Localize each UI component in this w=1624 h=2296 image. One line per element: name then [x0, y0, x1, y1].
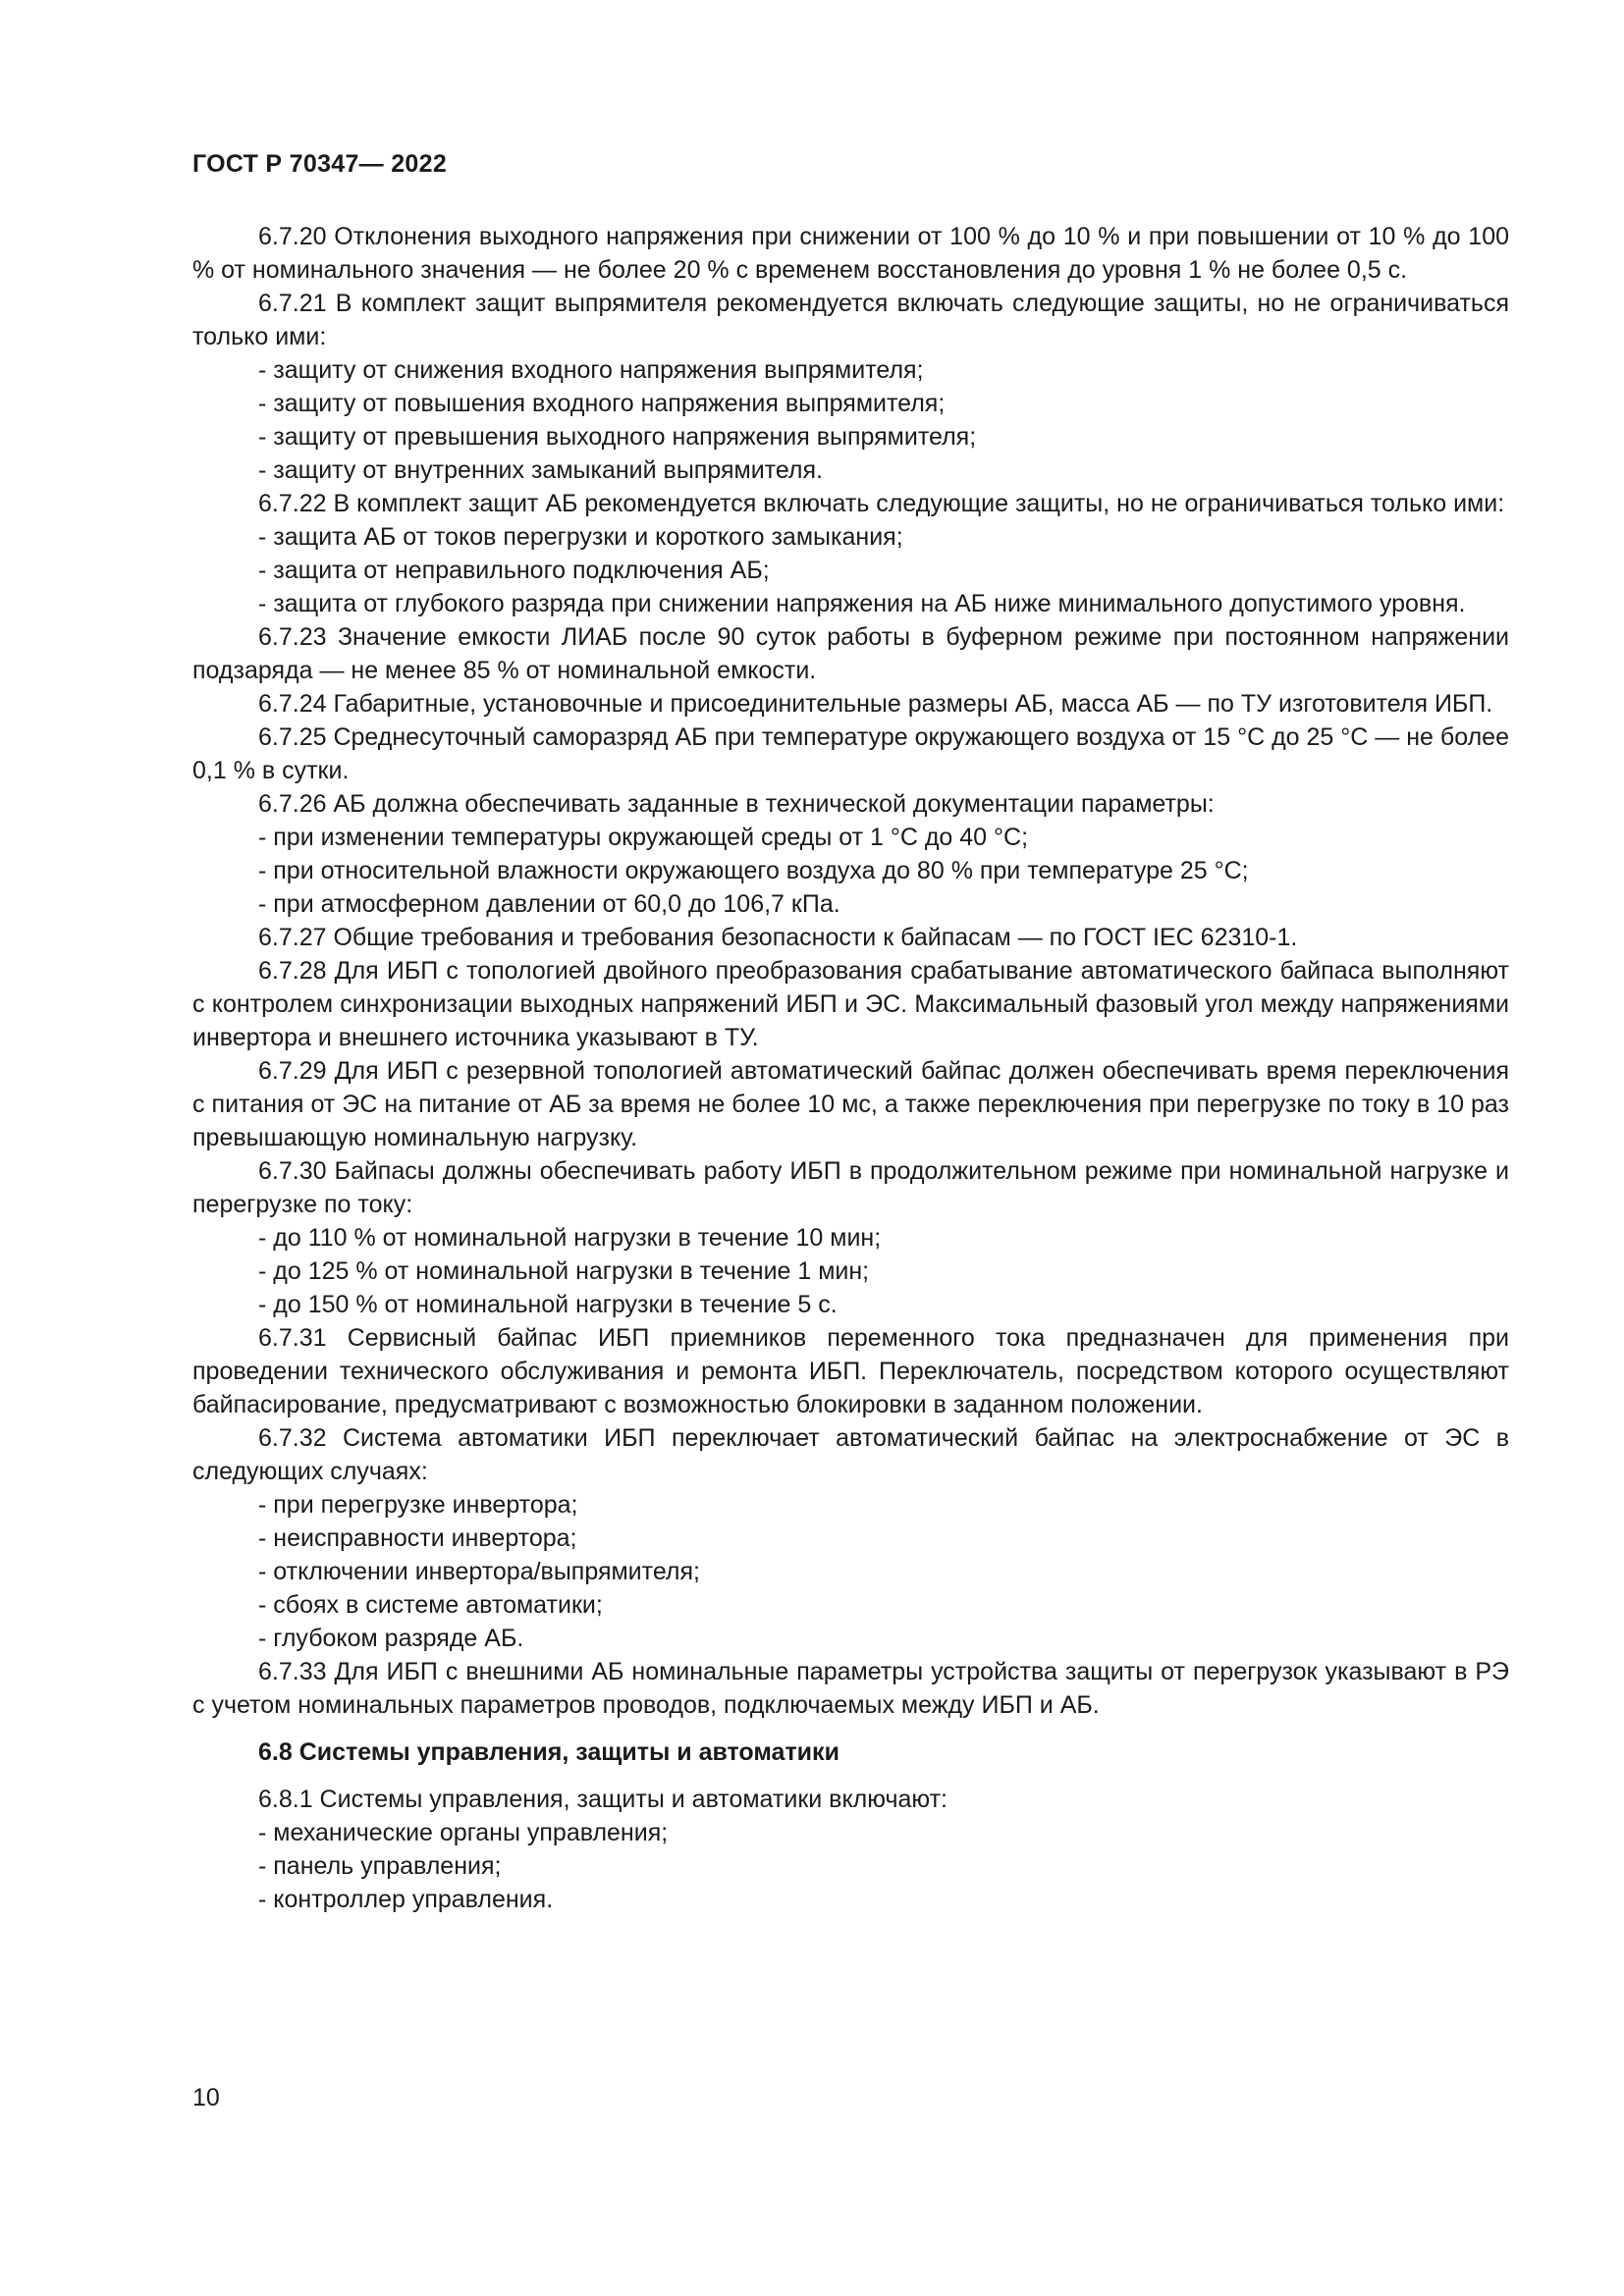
document-body — [192, 220, 1509, 1916]
page-number: 10 — [192, 2084, 220, 2111]
clause-6-7-29: 6.7.29 Для ИБП с резервной топологией автоматический байпас должен обеспечивать время переключения с питания от ЭС на питание от АБ за время не более 10 мс, а также переключения при перегрузке по току в 10 раз превышающую номинальную нагрузку. — [192, 1057, 1509, 1151]
clause-6-7-33: 6.7.33 Для ИБП с внешними АБ номинальные параметры устройства защиты от перегрузок указывают в РЭ с учетом номинальных параметров проводов, подключаемых между ИБП и АБ. — [192, 1658, 1509, 1719]
list-item: - защиту от внутренних замыканий выпрямителя. — [258, 456, 823, 484]
clause-6-7-32: 6.7.32 Система автоматики ИБП переключает автоматический байпас на электроснабжение от ЭС в следующих случаях: — [192, 1424, 1509, 1485]
list-item: - при изменении температуры окружающей среды от 1 °С до 40 °С; — [258, 824, 1029, 851]
clause-6-7-21: 6.7.21 В комплект защит выпрямителя рекомендуется включать следующие защиты, но не ограничиваться только ими: — [192, 290, 1509, 350]
list-item: - отключении инвертора/выпрямителя; — [258, 1558, 700, 1585]
list-item: - панель управления; — [258, 1852, 502, 1880]
clause-6-7-22: 6.7.22 В комплект защит АБ рекомендуется включать следующие защиты, но не ограничиваться только ими: — [258, 490, 1505, 517]
list-item: - защита от неправильного подключения АБ; — [258, 557, 770, 584]
clause-6-8-1: 6.8.1 Системы управления, защиты и автоматики включают: — [258, 1786, 947, 1813]
clause-6-7-31: 6.7.31 Сервисный байпас ИБП приемников переменного тока предназначен для применения при проведении технического обслуживания и ремонта ИБП. Переключатель, посредством которого осуществляют байпасирование, предусматривают с возможностью блокировки в заданном положении. — [192, 1324, 1509, 1418]
list-item-wrapped: - защита от глубокого разряда при снижении напряжения на АБ ниже минимального допустимого уровня. — [258, 590, 1466, 617]
list-item: - при атмосферном давлении от 60,0 до 106,7 кПа. — [258, 890, 840, 918]
list-item: - до 110 % от номинальной нагрузки в течение 10 мин; — [258, 1224, 882, 1252]
list-item: - защита АБ от токов перегрузки и короткого замыкания; — [258, 523, 903, 551]
list-item: - до 150 % от номинальной нагрузки в течение 5 с. — [258, 1291, 838, 1318]
clause-6-7-20: 6.7.20 Отклонения выходного напряжения при снижении от 100 % до 10 % и при повышении от 10 % до 100 % от номинального значения — не более 20 % с временем восстановления до уровня 1 % не более 0,5 с. — [192, 223, 1509, 284]
clause-6-7-28: 6.7.28 Для ИБП с топологией двойного преобразования срабатывание автоматического байпаса выполняют с контролем синхронизации выходных напряжений ИБП и ЭС. Максимальный фазовый угол между напряжениями инвертора и внешнего источника указывают в ТУ. — [192, 957, 1509, 1051]
clause-6-7-24: 6.7.24 Габаритные, установочные и присоединительные размеры АБ, масса АБ — по ТУ изготовителя ИБП. — [258, 690, 1493, 718]
list-item: - защиту от повышения входного напряжения выпрямителя; — [258, 390, 946, 417]
list-item: - до 125 % от номинальной нагрузки в течение 1 мин; — [258, 1257, 870, 1285]
list-item: - глубоком разряде АБ. — [258, 1625, 524, 1652]
list-item: - при перегрузке инвертора; — [258, 1491, 578, 1519]
clause-6-7-25: 6.7.25 Среднесуточный саморазряд АБ при температуре окружающего воздуха от 15 °С до 25 °С — не более 0,1 % в сутки. — [192, 723, 1509, 784]
list-item: - сбоях в системе автоматики; — [258, 1591, 603, 1619]
section-heading-6-8: 6.8 Системы управления, защиты и автоматики — [258, 1738, 839, 1766]
list-item: - при относительной влажности окружающего воздуха до 80 % при температуре 25 °С; — [258, 857, 1249, 884]
clause-6-7-30: 6.7.30 Байпасы должны обеспечивать работу ИБП в продолжительном режиме при номинальной нагрузке и перегрузке по току: — [192, 1157, 1509, 1218]
list-item: - неисправности инвертора; — [258, 1524, 577, 1552]
clause-6-7-27: 6.7.27 Общие требования и требования безопасности к байпасам — по ГОСТ IEC 62310-1. — [258, 924, 1298, 951]
list-item: - защиту от превышения выходного напряжения выпрямителя; — [258, 423, 977, 451]
list-item: - защиту от снижения входного напряжения выпрямителя; — [258, 356, 924, 384]
clause-6-7-26: 6.7.26 АБ должна обеспечивать заданные в технической документации параметры: — [258, 790, 1215, 818]
clause-6-7-23: 6.7.23 Значение емкости ЛИАБ после 90 суток работы в буферном режиме при постоянном напряжении подзаряда — не менее 85 % от номинальной емкости. — [192, 623, 1509, 684]
list-item: - контроллер управления. — [258, 1886, 554, 1913]
document-id-header: ГОСТ Р 70347— 2022 — [192, 150, 448, 178]
list-item: - механические органы управления; — [258, 1819, 669, 1846]
